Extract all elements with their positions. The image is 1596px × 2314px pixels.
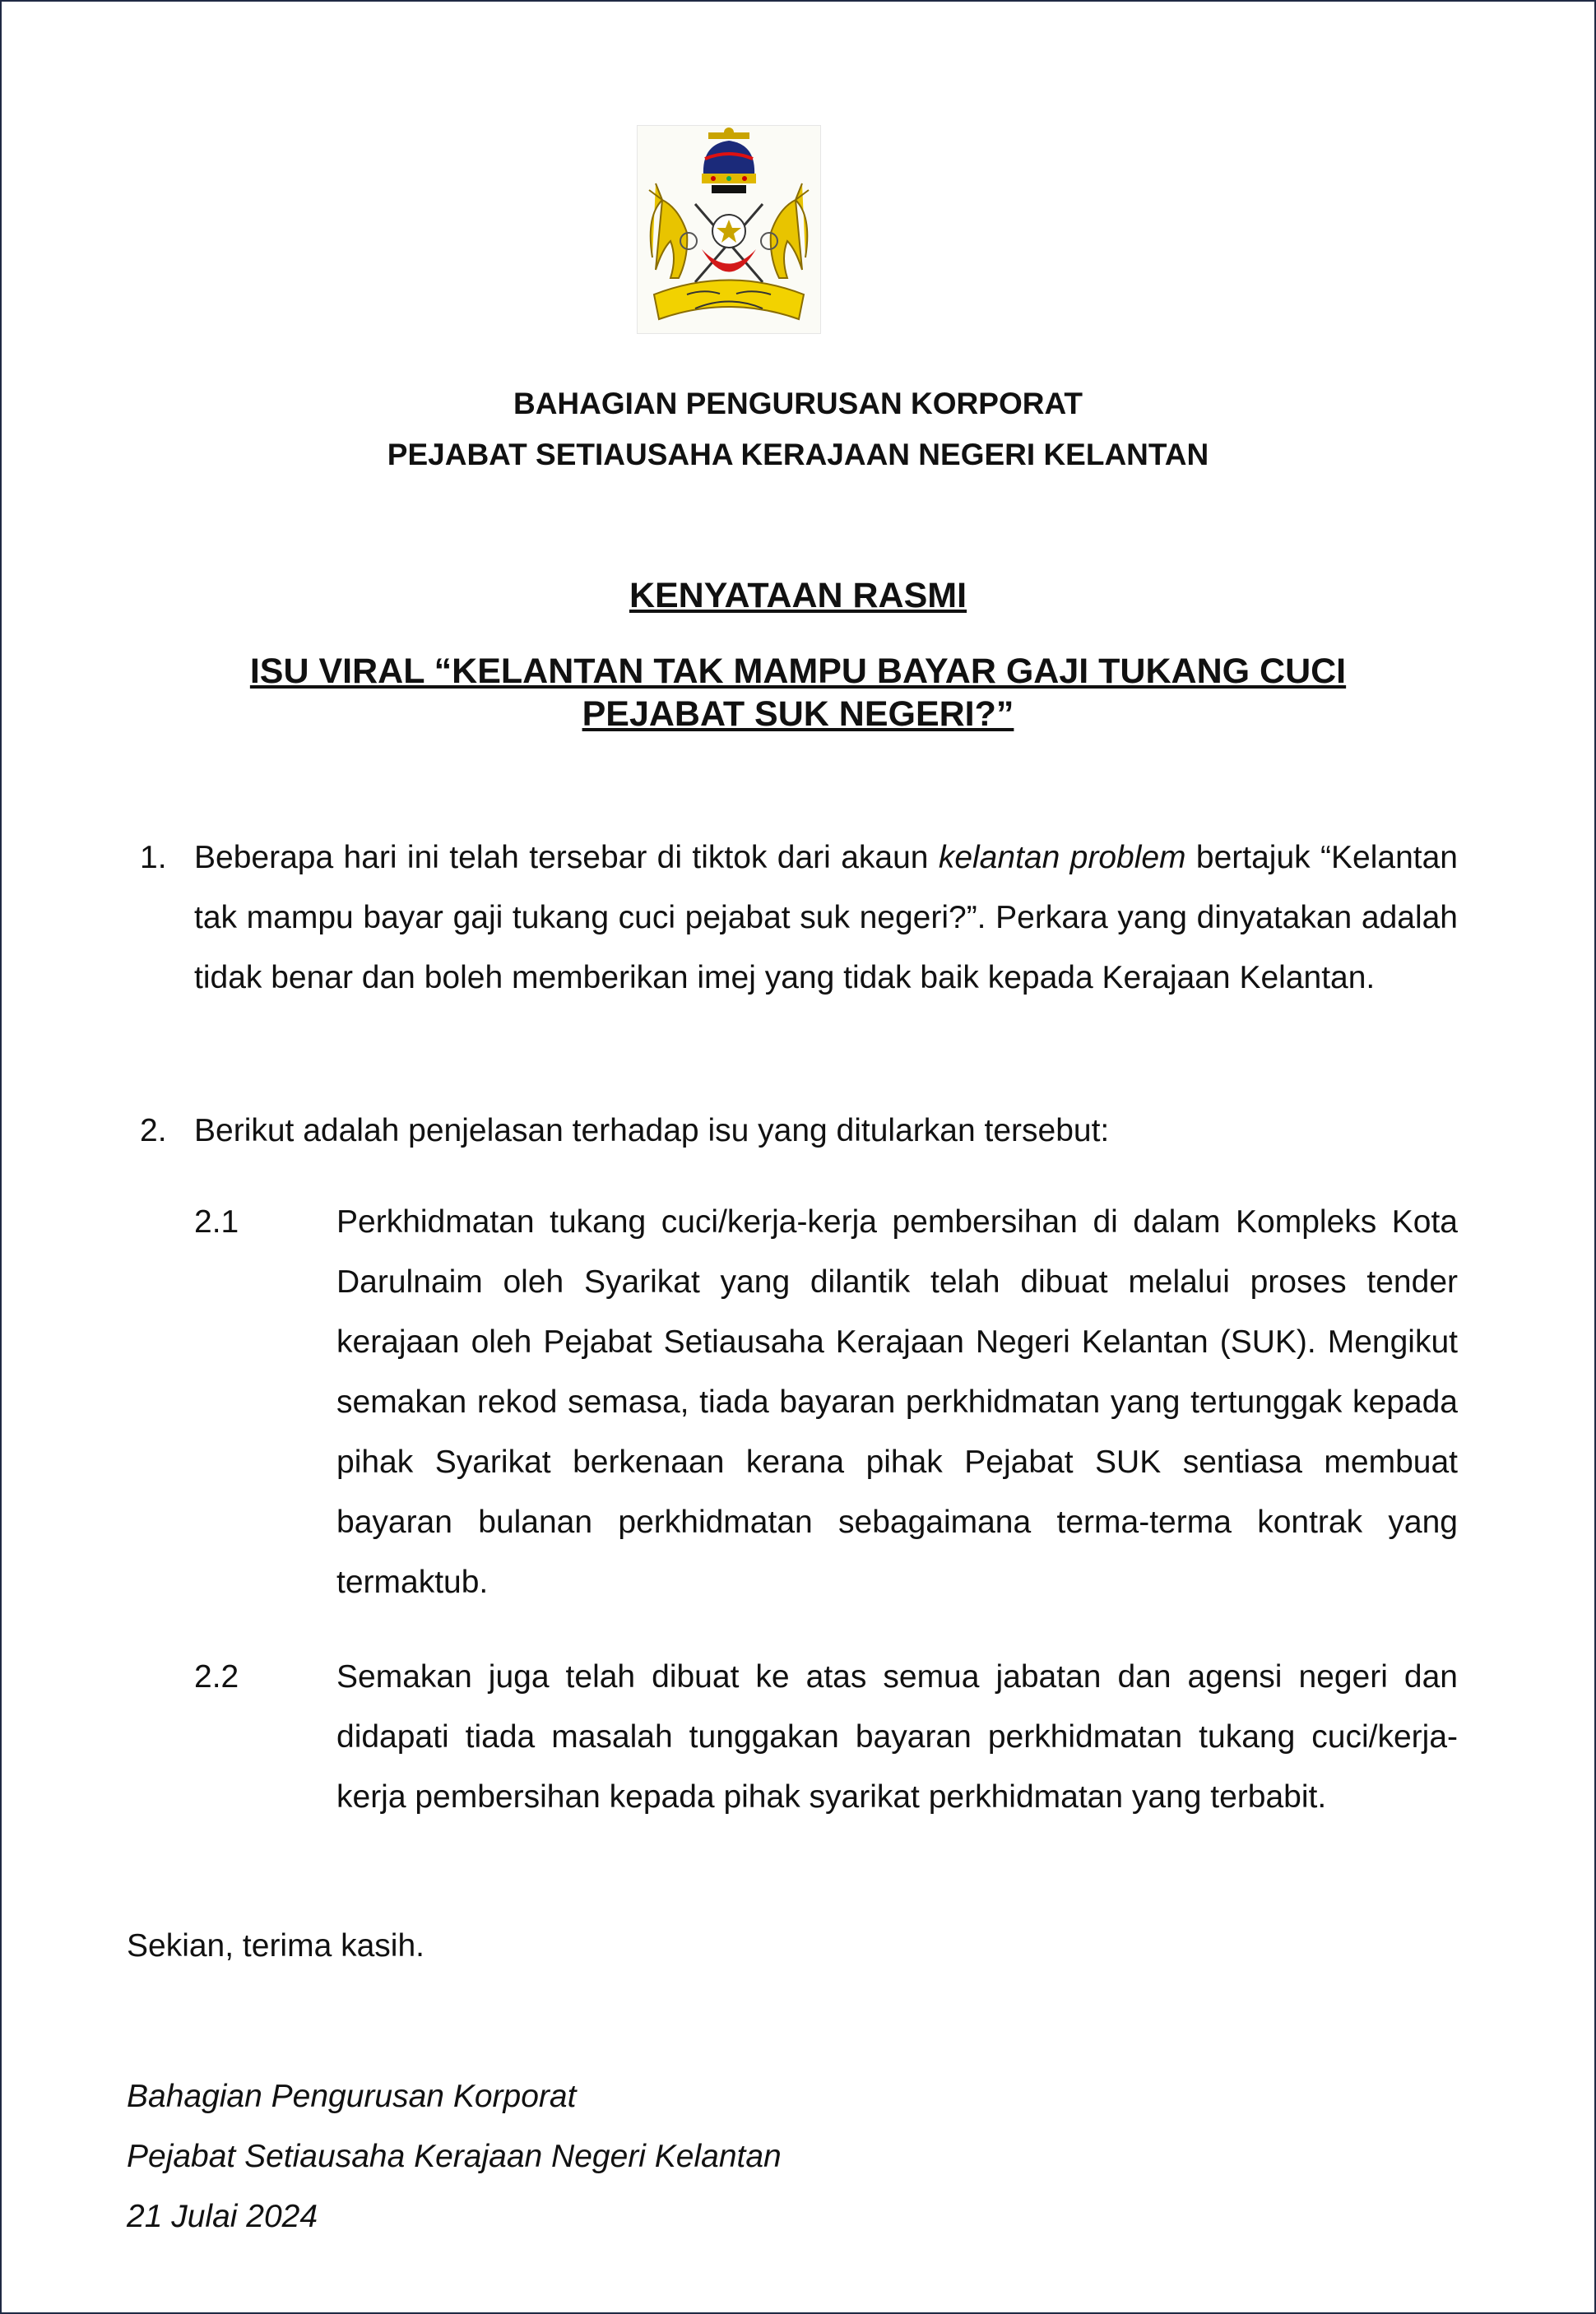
- statement-title: KENYATAAN RASMI: [629, 576, 967, 615]
- statement-subject-line2: PEJABAT SUK NEGERI?”: [582, 694, 1014, 734]
- paragraph-2-1-number: 2.1: [194, 1204, 239, 1240]
- paragraph-2-2-number: 2.2: [194, 1659, 239, 1695]
- statement-subject: [2, 650, 1594, 735]
- paragraph-1: [194, 828, 1458, 1008]
- paragraph-1-number: 1.: [140, 840, 167, 875]
- closing-line: Sekian, terima kasih.: [127, 1928, 425, 1964]
- org-name-line2: PEJABAT SETIAUSAHA KERAJAAN NEGERI KELANTAN: [387, 438, 1209, 471]
- paragraph-2-1: Perkhidmatan tukang cuci/kerja-kerja pembersihan di dalam Kompleks Kota Darulnaim oleh Syarikat yang dilantik telah dibuat melalui proses tender kerajaan oleh Pejabat Setiausaha Kerajaan Negeri Kelantan (SUK). Mengikut semakan rekod semasa, tiada bayaran perkhidmatan yang tertunggak kepada pihak Syarikat berkenaan kerana pihak Pejabat SUK sentiasa membuat bayaran bulanan perkhidmatan sebagaimana terma-terma kontrak yang termaktub.: [336, 1204, 1458, 1600]
- paragraph-2: Berikut adalah penjelasan terhadap isu yang ditularkan tersebut:: [194, 1113, 1110, 1148]
- org-name-line1: BAHAGIAN PENGURUSAN KORPORAT: [513, 387, 1083, 420]
- kelantan-crest-icon: [637, 125, 821, 334]
- paragraph-1-text-start: Beberapa hari ini telah tersebar di tiktok dari akaun: [194, 840, 939, 875]
- account-name: kelantan problem: [938, 840, 1186, 875]
- paragraph-1-text-end: bertajuk “Kelantan tak mampu bayar gaji tukang cuci pejabat suk negeri?”. Perkara yang dinyatakan adalah tidak benar dan boleh memberikan imej yang tidak baik kepada Kerajaan Kelantan.: [194, 840, 1458, 995]
- paragraph-2-2: Semakan juga telah dibuat ke atas semua jabatan dan agensi negeri dan didapati tiada masalah tunggakan bayaran perkhidmatan tukang cuci/kerja-kerja pembersihan kepada pihak syarikat perkhidmatan yang terbabit.: [336, 1659, 1458, 1815]
- signature-date: 21 Julai 2024: [127, 2199, 318, 2234]
- paragraph-2-number: 2.: [140, 1113, 167, 1148]
- signature-department: Bahagian Pengurusan Korporat: [127, 2079, 577, 2114]
- statement-subject-line1: ISU VIRAL “KELANTAN TAK MAMPU BAYAR GAJI TUKANG CUCI: [249, 652, 1347, 691]
- signature-office: Pejabat Setiausaha Kerajaan Negeri Kelantan: [127, 2139, 782, 2174]
